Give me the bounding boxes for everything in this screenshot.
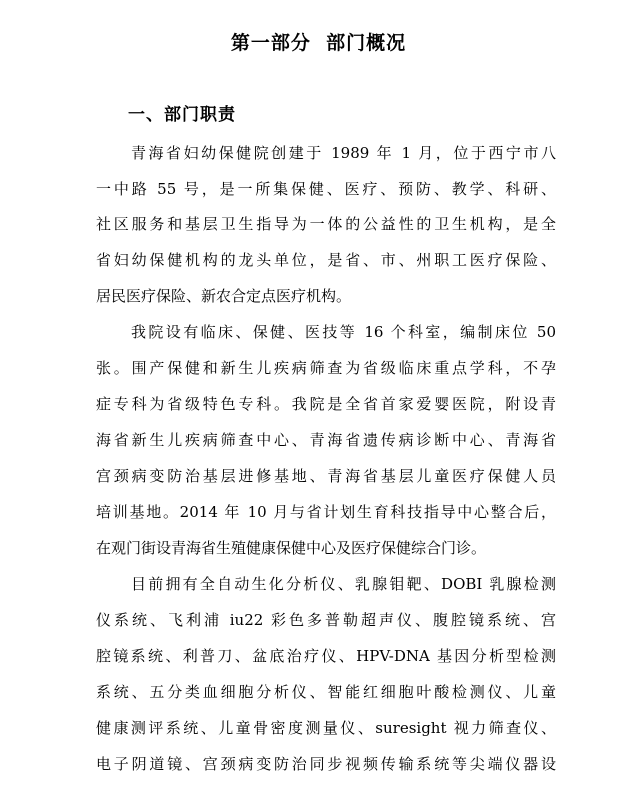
paragraph-2-line-4: 海省新生儿疾病筛查中心、青海省遗传病诊断中心、青海省 (96, 431, 556, 449)
paragraph-1-line-4: 省妇幼保健机构的龙头单位，是省、市、州职工医疗保险、 (96, 251, 556, 269)
section-heading: 一、部门职责 (128, 105, 236, 125)
paragraph-2-line-6: 培训基地。2014 年 10 月与省计划生育科技指导中心整合后， (96, 503, 556, 521)
paragraph-3-line-5: 健康测评系统、儿童骨密度测量仪、suresight 视力筛查仪、 (96, 719, 556, 737)
paragraph-1-line-3: 社区服务和基层卫生指导为一体的公益性的卫生机构，是全 (96, 215, 556, 233)
paragraph-2-line-1: 我院设有临床、保健、医技等 16 个科室，编制床位 50 (131, 323, 556, 341)
paragraph-2-line-2: 张。围产保健和新生儿疾病筛查为省级临床重点学科，不孕 (96, 359, 556, 377)
paragraph-3-line-6: 电子阴道镜、宫颈病变防治同步视频传输系统等尖端仪器设 (96, 755, 556, 773)
paragraph-1-line-2: 一中路 55 号，是一所集保健、医疗、预防、教学、科研、 (96, 180, 556, 198)
paragraph-3-line-1: 目前拥有全自动生化分析仪、乳腺钼靶、DOBI 乳腺检测 (131, 575, 556, 593)
paragraph-2-line-5: 宫颈病变防治基层进修基地、青海省基层儿童医疗保健人员 (96, 467, 556, 485)
paragraph-3-line-4: 系统、五分类血细胞分析仪、智能红细胞叶酸检测仪、儿童 (96, 683, 556, 701)
paragraph-3-line-3: 腔镜系统、利普刀、盆底治疗仪、HPV-DNA 基因分析型检测 (96, 647, 556, 665)
paragraph-3-line-2: 仪系统、飞利浦 iu22 彩色多普勒超声仪、腹腔镜系统、宫 (96, 611, 556, 629)
paragraph-2-line-7: 在观门街设青海省生殖健康保健中心及医疗保健综合门诊。 (96, 539, 487, 557)
paragraph-1-line-5: 居民医疗保险、新农合定点医疗机构。 (96, 287, 352, 305)
paragraph-2-line-3: 症专科为省级特色专科。我院是全省首家爱婴医院，附设青 (96, 395, 556, 413)
paragraph-1-line-1: 青海省妇幼保健院创建于 1989 年 1 月，位于西宁市八 (131, 144, 556, 162)
page-title: 第一部分 部门概况 (230, 32, 407, 54)
